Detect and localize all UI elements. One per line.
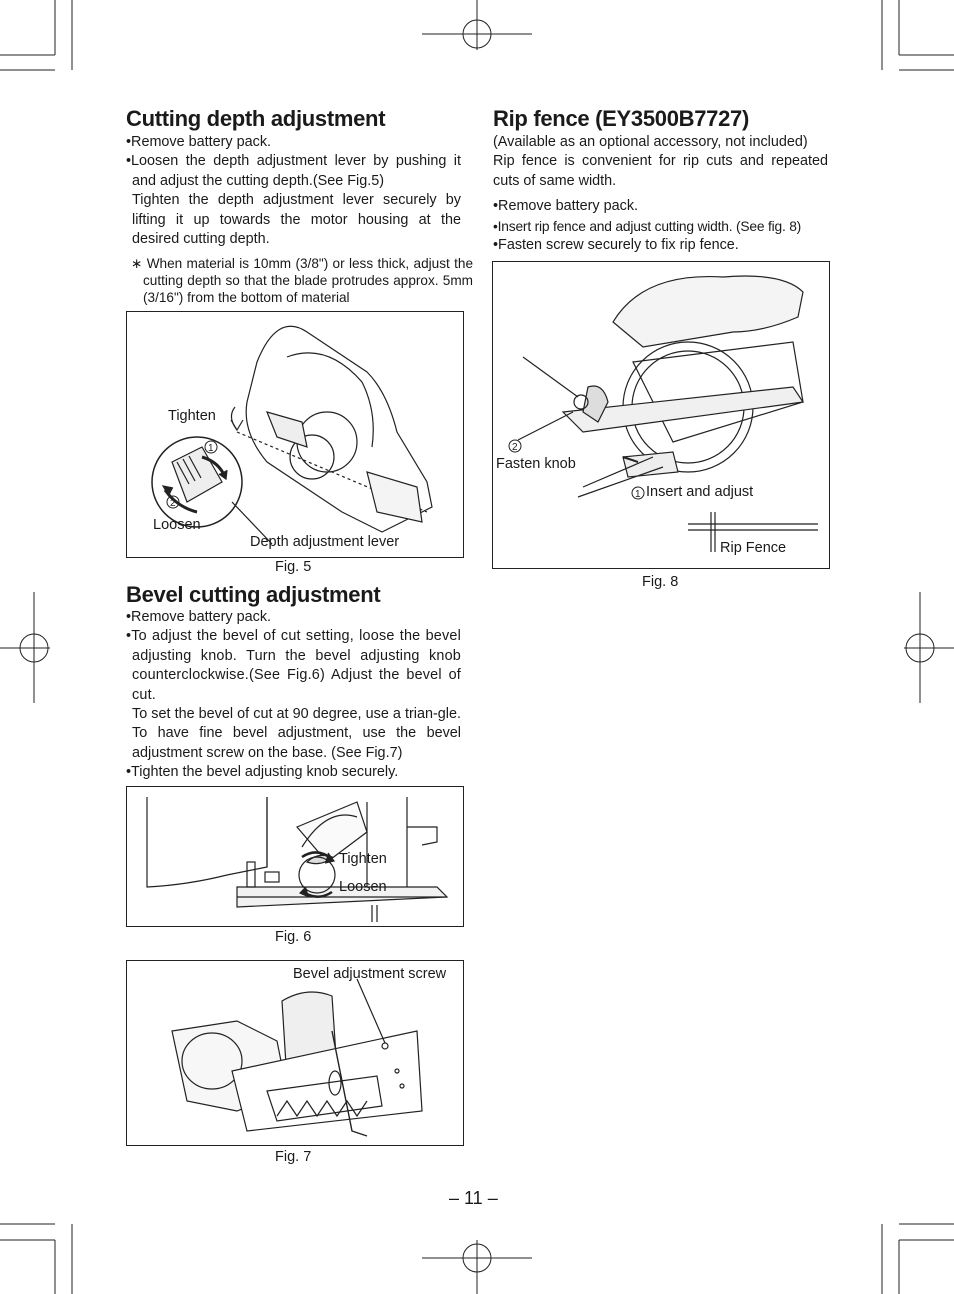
bevel-screw-label: Bevel adjustment screw — [293, 966, 447, 982]
bullet-item: • Tighten the bevel adjusting knob securely. — [126, 763, 461, 782]
insert-adjust-label: Insert and adjust — [646, 484, 754, 500]
fig8-caption: Fig. 8 — [642, 574, 679, 590]
rip-fence-text — [493, 133, 828, 255]
fasten-knob-label: Fasten knob — [496, 456, 576, 472]
intro-paragraph: Rip fence is convenient for rip cuts and repeated cuts of same width. — [493, 153, 828, 189]
rip-fence-label: Rip Fence — [720, 540, 787, 556]
bullet-item: • Fasten screw securely to fix rip fence. — [493, 236, 828, 255]
callout-2: 2 — [512, 442, 518, 453]
figure-7 — [126, 960, 464, 1146]
bullet-item: •Loosen the depth adjustment lever by pushing it and adjust the cutting depth.(See Fig.5) — [126, 153, 461, 189]
paragraph: Tighten the depth adjustment lever securely by lifting it up towards the motor housing at the desired cutting depth. — [132, 192, 461, 248]
page-number: – 11 – — [449, 1188, 498, 1208]
bullet-item: • Insert rip fence and adjust cutting width. (See fig. 8) — [493, 217, 828, 236]
cutting-depth-title: Cutting depth adjustment — [126, 106, 386, 131]
bevel-text — [126, 608, 461, 783]
cutting-depth-text — [126, 133, 461, 249]
figure-5 — [126, 311, 464, 558]
fig7-caption: Fig. 7 — [275, 1149, 312, 1165]
loosen-label: Loosen — [339, 879, 387, 895]
bullet-item: • Remove battery pack. — [126, 608, 461, 627]
paragraph: To set the bevel of cut at 90 degree, use a trian-gle. To have fine bevel adjustment, use the bevel adjustment screw on the base. (See Fig.7) — [132, 706, 461, 761]
bevel-title: Bevel cutting adjustment — [126, 582, 381, 607]
callout-1: 1 — [208, 443, 214, 454]
rip-fence-illustration — [493, 262, 829, 568]
tighten-label: Tighten — [168, 408, 216, 424]
intro-note: (Available as an optional accessory, not included) — [493, 134, 808, 150]
rip-fence-title: Rip fence (EY3500B7727) — [493, 106, 750, 131]
figure-6 — [126, 786, 464, 927]
callout-1: 1 — [635, 489, 641, 500]
fig6-caption: Fig. 6 — [275, 929, 312, 945]
bevel-knob-illustration — [127, 787, 463, 926]
note-mark: ∗ — [131, 256, 143, 271]
note: ∗ When material is 10mm (3/8") or less thick, adjust the cutting depth so that the blade protrudes approx. 5mm (3/16") from the bottom of material — [131, 256, 473, 305]
bullet-item: • Remove battery pack. — [126, 133, 461, 152]
figure-8 — [492, 261, 830, 569]
bullet-item: • Remove battery pack. — [493, 197, 828, 216]
fig5-caption: Fig. 5 — [275, 559, 312, 575]
bevel-screw-illustration — [127, 961, 463, 1145]
loosen-label: Loosen — [153, 517, 201, 533]
callout-2: 2 — [170, 498, 176, 509]
bullet-item: •To adjust the bevel of cut setting, loose the bevel adjusting knob. Turn the bevel adjusting knob counterclockwise.(See Fig.6) Adjust the bevel of cut. — [126, 628, 461, 703]
tighten-label: Tighten — [339, 851, 387, 867]
depth-lever-label: Depth adjustment lever — [250, 534, 400, 550]
